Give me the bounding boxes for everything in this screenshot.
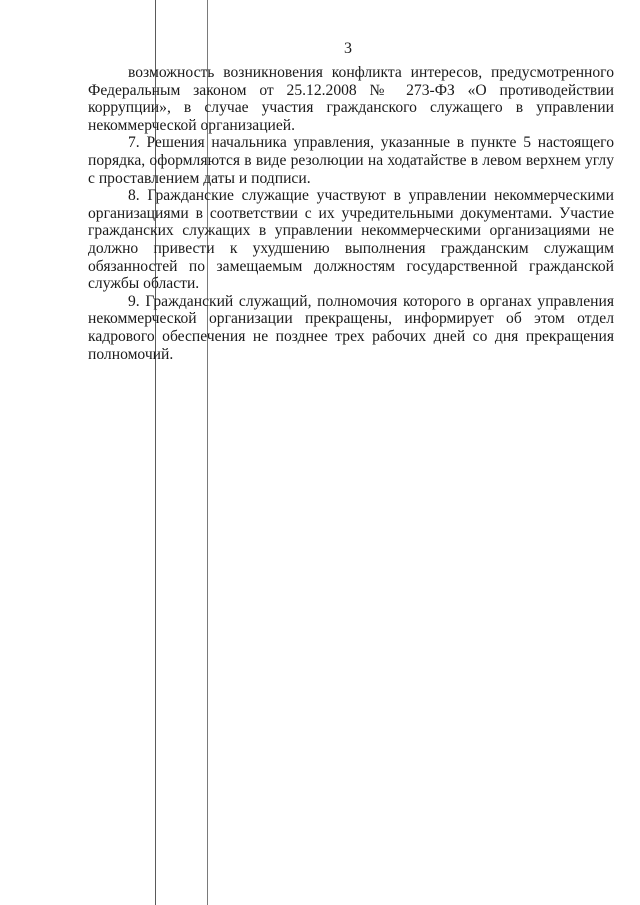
page-number: 3 <box>344 40 352 57</box>
paragraph-continuation: возможность возникновения конфликта интересов, предусмотренного Федеральным законом от 25.12.2008 № 273-ФЗ «О противодействии коррупции», в случае участия гражданского служащего в управлении некоммерческой организацией. <box>88 64 614 134</box>
paragraph-8: 8. Гражданские служащие участвуют в управлении некоммерческими организациями в соответствии с их учредительными документами. Участие гражданских служащих в управлении некоммерческими организациями не должно привести к ухудшению выполнения гражданским служащим обязанностей по замещаемым должностям государственной гражданской службы области. <box>88 187 614 293</box>
paragraph-7: 7. Решения начальника управления, указанные в пункте 5 настоящего порядка, оформляются в виде резолюции на ходатайстве в левом верхнем углу с проставлением даты и подписи. <box>88 134 614 187</box>
document-body <box>88 64 614 363</box>
paragraph-9: 9. Гражданский служащий, полномочия которого в органах управления некоммерческой организации прекращены, информирует об этом отдел кадрового обеспечения не позднее трех рабочих дней со дня прекращения полномочий. <box>88 292 614 363</box>
